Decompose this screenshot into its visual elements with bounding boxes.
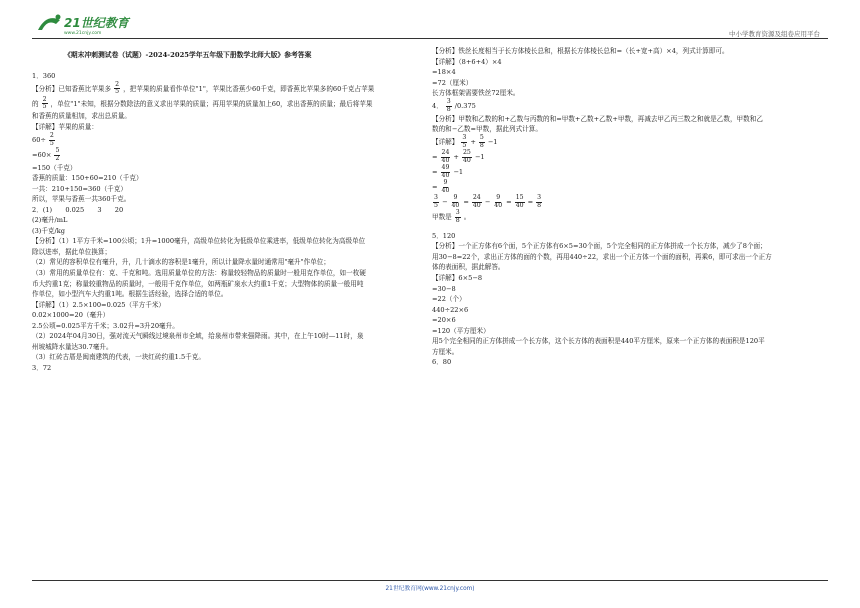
answer-5-number: 5．120 [432,231,456,240]
solution-line: 用5个完全相同的正方体拼成一个长方体，这个长方体的表面积是440平方厘米，原来一个正方体的表面积是120平 [432,337,765,346]
analysis-line: （2）常见的容积单位有毫升，升，几十滴水的容积是1毫升，所以计量降水量时通常用"毫升"作单位； [32,258,330,267]
fraction: $\frac{5}{8}$ [479,134,484,149]
equation-chain: $\frac{3}{5}$ − $\frac{9}{40}$ = $\frac{24}{40}$ − $\frac{9}{40}$ = $\frac{15}{40}$ = $\frac{3}{8}$ [434,194,542,209]
analysis-line: 用30−8=22个，求出正方体的面的个数，再用440÷22，求出一个正方体一个面的面积，再乘6，即可求出一个正方 [432,252,772,261]
page-header [0,0,860,40]
fraction: $\frac{3}{8}$ [446,98,451,113]
analysis-line: 币大约重1克；称量较重物品的质量时，一般用千克作单位，如两瓶矿泉水大约重1千克；大型物体的质量一般用吨 [32,279,364,288]
solution-line: 2.5公顷=0.025平方千米；3.02升=3升20毫升。 [32,321,179,330]
answer-4-number: 4． $\frac{3}{8}$ /0.375 [432,98,476,113]
solution-line: （3）红砖古厝是闽南建筑的代表，一块红砖约重1.5千克。 [32,353,205,362]
solution-line: =72（厘米） [432,78,473,87]
analysis-line: 数的和−乙数=甲数，据此列式计算。 [432,125,542,134]
fraction: $\frac{24}{40}$ [441,149,450,164]
analysis-line: 的 $\frac{2}{5}$ ，单位"1"未知，根据分数除法的意义求出苹果的质量；再用苹果的质量加上60，求出香蕉的质量；最后将苹果 [32,95,373,111]
fraction: $\frac{3}{5}$ [462,134,467,149]
fraction: $\frac{25}{40}$ [462,149,471,164]
solution-line: （2）2024年04月30日，强对流天气瞬线过境泉州市全域，给泉州市带来强降雨。其中，在上午10时—11时，泉 [32,332,364,341]
footer-rule [32,580,828,581]
solution-line: =20×6 [432,316,456,325]
solution-line: 【详解】（8+6+4）×4 [432,57,502,66]
fraction: $\frac{3}{8}$ [537,194,542,209]
solution-line: 一共：210+150=360（千克） [32,184,127,193]
answer-2-line: (2)毫升/mL [32,216,68,225]
brand-logo [34,12,154,36]
answer-1-number: 1．360 [32,71,56,80]
fraction: $\frac{2}{5}$ [49,132,54,147]
fraction: $\frac{24}{40}$ [472,194,481,209]
fraction: $\frac{3}{5}$ [434,194,438,209]
fraction: $\frac{15}{40}$ [515,194,524,209]
equation-line: =150（千克） [32,163,77,172]
fraction: $\frac{3}{8}$ [455,209,460,224]
logo-subtext: www.21cnjy.com [64,31,102,36]
analysis-line: 和香蕉的质量相加，求出总质量。 [32,112,131,121]
fraction: $\frac{9}{40}$ [451,194,460,209]
right-column [432,46,824,368]
equation-line: =60× $\frac{5}{2}$ [32,147,60,162]
fraction: $\frac{5}{2}$ [55,147,60,162]
solution-line: =18×4 [432,68,456,77]
solution-line: 440÷22×6 [432,305,469,314]
solution-line: =120（平方厘米） [432,326,490,335]
analysis-line: 作单位，如小型汽车大约重1吨。根据生活经验，选择合适的单位。 [32,290,228,299]
solution-line: 0.02×1000=20（毫升） [32,311,110,320]
answer-3-number: 3．72 [32,363,52,372]
solution-line: 【详解】6×5−8 [432,274,483,283]
fraction: $\frac{2}{5}$ [115,80,120,96]
left-column [32,46,426,373]
solution-line: 方厘米。 [432,347,459,356]
solution-line: =30−8 [432,284,456,293]
fraction: $\frac{9}{40}$ [494,194,503,209]
solution-line: 州坡城降水量达30.7毫升。 [32,342,113,351]
document-title: 《期末冲刺测试卷（试题）-2024-2025学年五年级下册数学北师大版》参考答案 [64,51,312,59]
analysis-line: （3）常用的质量单位有：克、千克和吨。选用质量单位的方法：称量较轻物品的质量时一般用克作单位，如一枚硬 [32,268,366,277]
analysis-line: 体的表面积，据此解答。 [432,263,505,272]
fraction: $\frac{9}{40}$ [441,179,450,194]
solution-line: 【详解】（1）2.5×100=0.025（平方千米） [32,300,166,309]
fraction: $\frac{49}{40}$ [441,164,450,179]
result-line: 甲数是 $\frac{3}{8}$ 。 [432,209,471,224]
analysis-line: 除以进率，据此单位换算； [32,247,112,256]
equation-line: 【详解】 $\frac{3}{5}$ + $\frac{5}{8}$ −1 [432,134,498,149]
logo-text: 21世纪教育 [64,16,129,30]
solution-line: =22（个） [432,295,466,304]
solution-line: 香蕉的质量：150+60=210（千克） [32,174,143,183]
footer-text: 21世纪教育网(www.21cnjy.com) [385,586,475,592]
answer-2-line: 2．(1) 0.025 3 20 [32,205,124,214]
header-rule [32,38,828,39]
answer-6-number: 6．80 [432,358,452,367]
equation-line: = $\frac{24}{40}$ + $\frac{25}{40}$ −1 [432,149,485,164]
solution-line: 长方体框架需要铁丝72厘米。 [432,89,520,98]
platform-name: 中小学教育资源及组卷应用平台 [729,30,820,38]
solution-line: 【详解】苹果的质量： [32,122,98,131]
fraction: $\frac{2}{5}$ [42,95,47,111]
equation-line: 60÷ $\frac{2}{5}$ [32,132,54,147]
answer-2-line: (3)千克/kg [32,226,65,235]
analysis-line: 【分析】铁丝长度相当于长方体棱长总和，根据长方体棱长总和=（长+宽+高）×4，列式计算即可。 [432,47,729,55]
solution-line: 所以，苹果与香蕉一共360千克。 [32,195,131,204]
analysis-line: 【分析】甲数和乙数的和+乙数与丙数的和=甲数+乙数+乙数+甲数，再减去甲乙丙三数之和就是乙数，甲数和乙 [432,114,763,123]
analysis-line: 【分析】一个正方体有6个面，5个正方体有6×5=30个面，5个完全相同的正方体拼成一个长方体，减少了8个面； [432,242,767,251]
equation-line: = $\frac{49}{40}$ −1 [432,164,464,179]
analysis-line: 【分析】（1）1平方千米=100公顷；1升=1000毫升，高级单位转化为低级单位乘进率，低级单位转化为高级单位 [32,237,366,246]
analysis-line: 【分析】已知香蕉比苹果多 $\frac{2}{5}$ ，把苹果的质量看作单位"1"，苹果比香蕉少60千克，即香蕉比苹果多的60千克占苹果 [32,80,375,96]
equation-line: = $\frac{9}{40}$ [432,179,450,194]
